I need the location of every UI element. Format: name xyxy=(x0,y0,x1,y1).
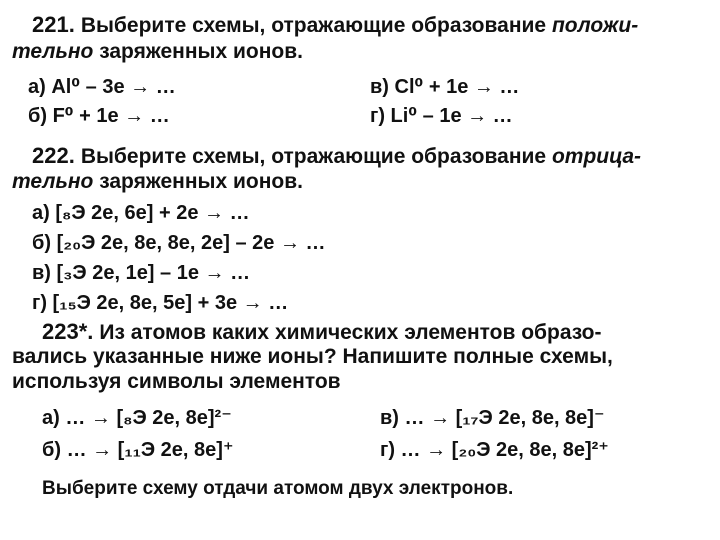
q222-option-b: б) [₂₀Э 2e, 8e, 8e, 2e] – 2e → … xyxy=(32,232,326,254)
q221-option-c: в) Cl⁰ + 1e → … xyxy=(370,76,520,98)
q222-option-a: а) [₈Э 2e, 6e] + 2e → … xyxy=(32,202,250,224)
q221-number: 221. xyxy=(32,12,75,37)
q223-title-line2: вались указанные ниже ионы? Напишите полные схемы, xyxy=(12,345,613,368)
q221-option-a: а) Al⁰ – 3e → … xyxy=(28,76,176,98)
q223-title-a: Из атомов каких химических элементов образо- xyxy=(99,321,602,344)
q223-option-d: г) … → [₂₀Э 2e, 8e, 8e]²⁺ xyxy=(380,439,609,461)
q223-option-a: а) … → [₈Э 2e, 8e]²⁻ xyxy=(42,407,232,429)
q222-title-c: тельно xyxy=(12,170,94,193)
q222-title-b: отрица- xyxy=(551,145,642,168)
q221-title-b: положи- xyxy=(551,14,639,37)
footer-question: Выберите схему отдачи атомом двух электронов. xyxy=(42,478,514,499)
q222-option-c: в) [₃Э 2e, 1e] – 1e → … xyxy=(32,262,251,284)
q223-title-line3: используя символы элементов xyxy=(12,370,341,393)
q221-option-b: б) F⁰ + 1e → … xyxy=(28,105,170,127)
q222-title-line1 xyxy=(32,143,641,169)
q221-title-line2 xyxy=(12,40,303,64)
q223-option-b: б) … → [₁₁Э 2e, 8e]⁺ xyxy=(42,439,234,461)
q223-title-line1 xyxy=(42,319,602,345)
q221-title-c: тельно xyxy=(12,40,94,63)
q221-title-a: Выберите схемы, отражающие образование xyxy=(80,14,552,37)
q221-title-d: заряженных ионов. xyxy=(93,40,303,63)
q223-option-c: в) … → [₁₇Э 2e, 8e, 8e]⁻ xyxy=(380,407,605,429)
q222-title-d: заряженных ионов. xyxy=(93,170,303,193)
q222-title-line2 xyxy=(12,170,303,194)
q221-title-line1 xyxy=(32,12,638,38)
q222-number: 222. xyxy=(32,143,75,168)
q222-title-a: Выберите схемы, отражающие образование xyxy=(80,145,552,168)
q222-option-d: г) [₁₅Э 2e, 8e, 5e] + 3e → … xyxy=(32,292,289,314)
q223-number: 223*. xyxy=(42,319,94,344)
q221-option-d: г) Li⁰ – 1e → … xyxy=(370,105,513,127)
